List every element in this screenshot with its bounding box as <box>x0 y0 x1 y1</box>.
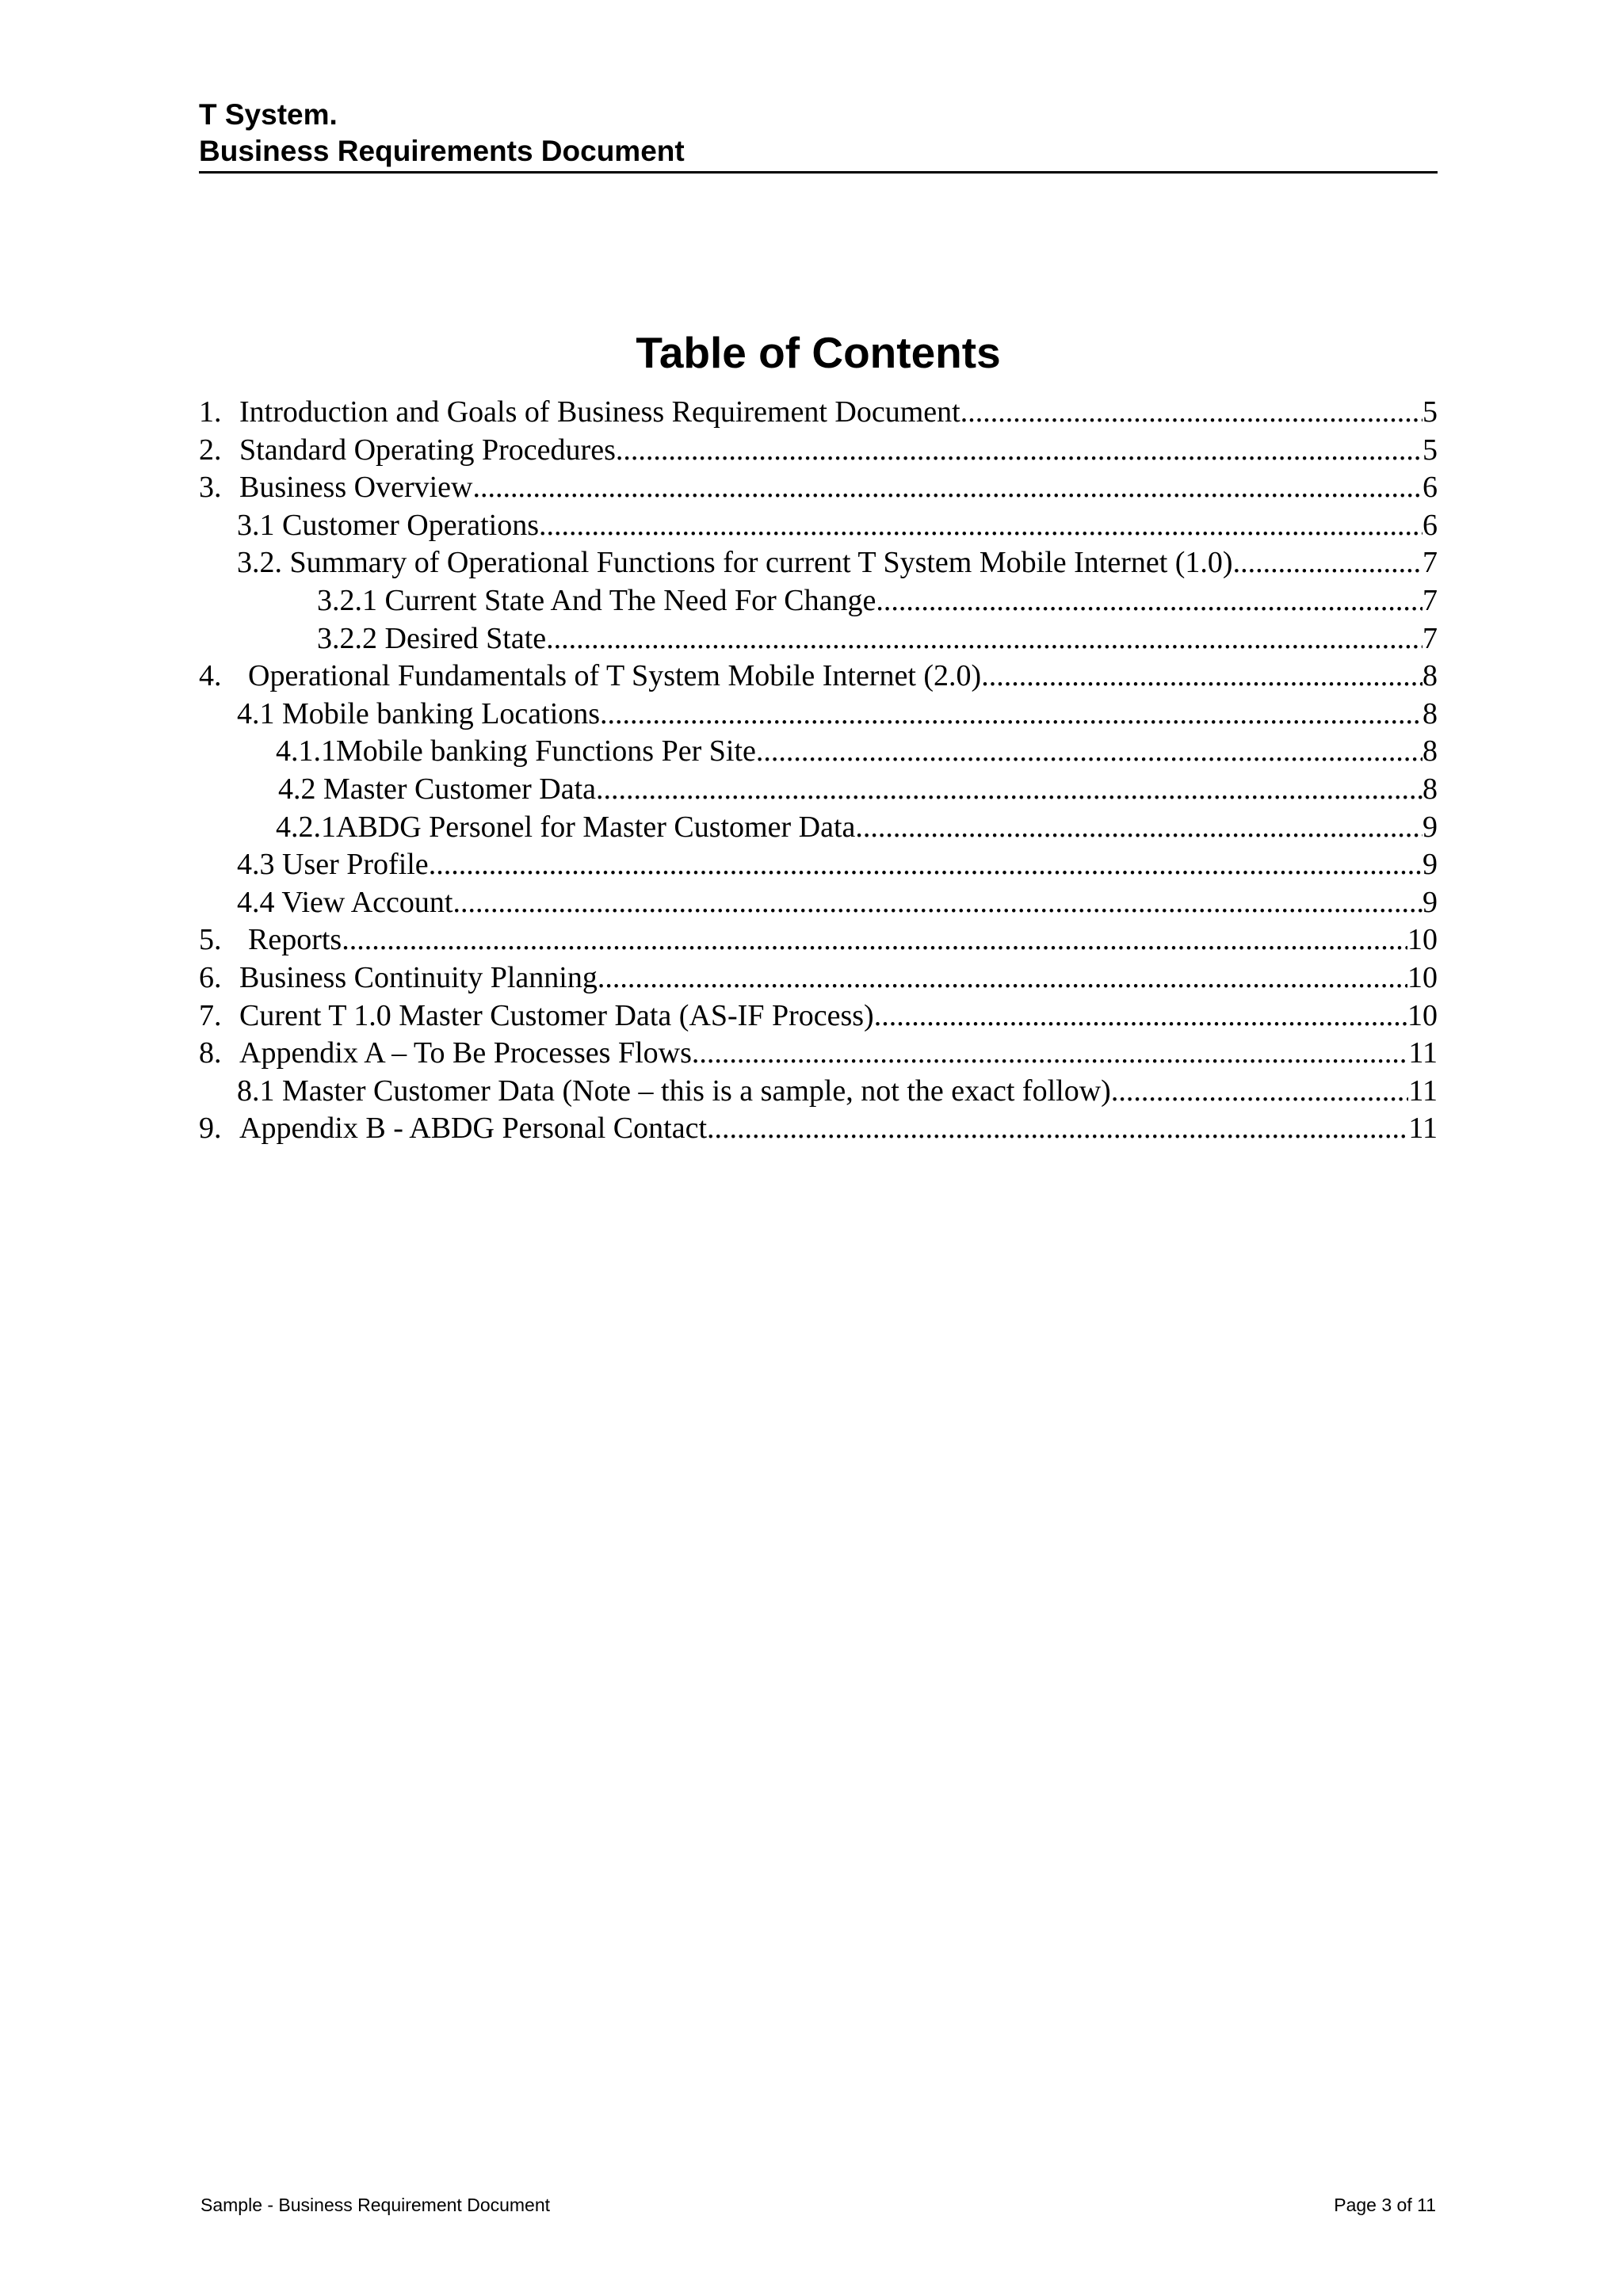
toc-entry-label <box>199 1035 692 1073</box>
toc-list <box>199 394 1438 1148</box>
toc-leader-dots <box>874 997 1407 1035</box>
toc-entry-page: 11 <box>1408 1112 1438 1146</box>
toc-entry-text: Appendix A – To Be Processes Flows <box>239 1036 692 1070</box>
toc-entry-page: 10 <box>1407 960 1438 994</box>
toc-entry-text: 4.1.1Mobile banking Functions Per Site <box>276 734 756 769</box>
toc-entry-text: Operational Fundamentals of T System Mobile Internet (2.0) <box>248 659 982 693</box>
toc-leader-dots <box>453 884 1423 922</box>
toc-entry-text: 8.1 Master Customer Data (Note – this is a sample, not the exact follow) <box>237 1074 1111 1108</box>
toc-entry-label <box>199 1110 707 1148</box>
toc-entry-page: 8 <box>1423 696 1438 730</box>
toc-entry-page: 10 <box>1407 998 1438 1032</box>
toc-entry-text: 3.1 Customer Operations <box>237 508 540 542</box>
toc-entry[interactable] <box>199 582 1438 620</box>
toc-leader-dots <box>596 771 1423 809</box>
toc-leader-dots <box>756 733 1423 771</box>
toc-entry-page: 7 <box>1423 583 1438 617</box>
toc-entry[interactable] <box>199 1073 1438 1111</box>
toc-entry-number: 1. <box>199 395 222 429</box>
toc-entry-page: 11 <box>1408 1074 1438 1108</box>
toc-entry[interactable] <box>199 1110 1438 1148</box>
toc-leader-dots <box>1111 1073 1409 1111</box>
toc-entry[interactable] <box>199 620 1438 658</box>
toc-entry-page: 10 <box>1407 923 1438 957</box>
toc-title: Table of Contents <box>636 328 1001 377</box>
toc-leader-dots <box>600 696 1423 734</box>
toc-entry[interactable] <box>199 997 1438 1035</box>
toc-entry[interactable] <box>199 544 1438 582</box>
toc-entry-number: 4. <box>199 659 222 693</box>
toc-entry-number: 6. <box>199 960 222 994</box>
toc-entry-label <box>199 469 472 507</box>
toc-entry-text: 4.2 Master Customer Data <box>278 772 597 806</box>
toc-entry-label <box>199 959 598 997</box>
toc-entry-text: 4.4 View Account <box>237 885 453 919</box>
header-system-name: T System. <box>199 98 338 131</box>
toc-entry-number: 9. <box>199 1112 222 1146</box>
toc-entry-text: Reports <box>248 923 342 957</box>
toc-entry-text: Business Overview <box>239 471 473 505</box>
toc-entry[interactable] <box>199 733 1438 771</box>
toc-entry-label <box>199 921 342 959</box>
toc-leader-dots <box>1233 544 1423 582</box>
toc-leader-dots <box>960 394 1423 432</box>
toc-leader-dots <box>429 846 1423 884</box>
toc-leader-dots <box>707 1110 1408 1148</box>
toc-entry-number: 7. <box>199 998 222 1032</box>
toc-entry[interactable] <box>199 921 1438 959</box>
toc-leader-dots <box>981 658 1423 696</box>
toc-entry-text: 4.2.1ABDG Personel for Master Customer Data <box>276 810 856 844</box>
toc-entry-number: 8. <box>199 1036 222 1070</box>
toc-entry-page: 8 <box>1423 659 1438 693</box>
toc-leader-dots <box>876 582 1423 620</box>
toc-entry[interactable] <box>199 469 1438 507</box>
toc-entry-page: 8 <box>1423 772 1438 806</box>
toc-entry[interactable] <box>199 696 1438 734</box>
toc-entry-text: Standard Operating Procedures <box>239 433 616 467</box>
toc-entry-page: 7 <box>1423 546 1438 580</box>
toc-entry-text: Business Continuity Planning <box>239 960 598 994</box>
toc-entry-page: 6 <box>1423 471 1438 505</box>
toc-entry-page: 8 <box>1423 734 1438 769</box>
toc-entry-text: 4.3 User Profile <box>237 848 429 882</box>
page-header <box>199 97 1438 174</box>
toc-entry-label <box>199 394 960 432</box>
toc-entry-text: Introduction and Goals of Business Requirement Document <box>239 395 960 429</box>
toc-entry-page: 11 <box>1408 1036 1438 1070</box>
toc-leader-dots <box>616 432 1423 470</box>
toc-entry-label <box>199 658 981 696</box>
toc-leader-dots <box>855 809 1423 847</box>
toc-leader-dots <box>598 959 1407 997</box>
toc-entry-page: 9 <box>1423 810 1438 844</box>
toc-leader-dots <box>539 507 1423 545</box>
toc-entry[interactable] <box>199 846 1438 884</box>
toc-entry-text: 3.2.1 Current State And The Need For Change <box>317 583 876 617</box>
toc-entry[interactable] <box>199 394 1438 432</box>
toc-entry[interactable] <box>199 809 1438 847</box>
toc-leader-dots <box>692 1035 1409 1073</box>
toc-entry-text: 4.1 Mobile banking Locations <box>237 696 601 730</box>
toc-entry[interactable] <box>199 771 1438 809</box>
toc-entry-page: 9 <box>1423 848 1438 882</box>
toc-entry[interactable] <box>199 959 1438 997</box>
toc-entry-page: 9 <box>1423 885 1438 919</box>
toc-entry-number: 5. <box>199 923 222 957</box>
footer-document-name: Sample - Business Requirement Document <box>200 2195 551 2215</box>
toc-entry-page: 6 <box>1423 508 1438 542</box>
toc-leader-dots <box>472 469 1423 507</box>
toc-entry[interactable] <box>199 884 1438 922</box>
toc-leader-dots <box>342 921 1407 959</box>
toc-entry[interactable] <box>199 507 1438 545</box>
toc-entry-number: 3. <box>199 471 222 505</box>
toc-entry-text: Curent T 1.0 Master Customer Data (AS-IF Process) <box>239 998 874 1032</box>
toc-entry-label <box>199 432 616 470</box>
toc-entry-label <box>199 997 874 1035</box>
toc-entry-number: 2. <box>199 433 222 467</box>
header-document-title: Business Requirements Document <box>199 135 685 167</box>
toc-entry-text: Appendix B - ABDG Personal Contact <box>239 1112 708 1146</box>
toc-leader-dots <box>546 620 1423 658</box>
toc-entry-page: 7 <box>1423 621 1438 655</box>
toc-entry[interactable] <box>199 658 1438 696</box>
toc-entry[interactable] <box>199 432 1438 470</box>
toc-entry-text: 3.2.2 Desired State <box>317 621 547 655</box>
toc-entry-text: 3.2. Summary of Operational Functions for current T System Mobile Internet (1.0) <box>237 546 1233 580</box>
footer-page-number: Page 3 of 11 <box>1334 2195 1436 2215</box>
toc-entry-page: 5 <box>1423 433 1438 467</box>
toc-entry[interactable] <box>199 1035 1438 1073</box>
toc-entry-page: 5 <box>1423 395 1438 429</box>
